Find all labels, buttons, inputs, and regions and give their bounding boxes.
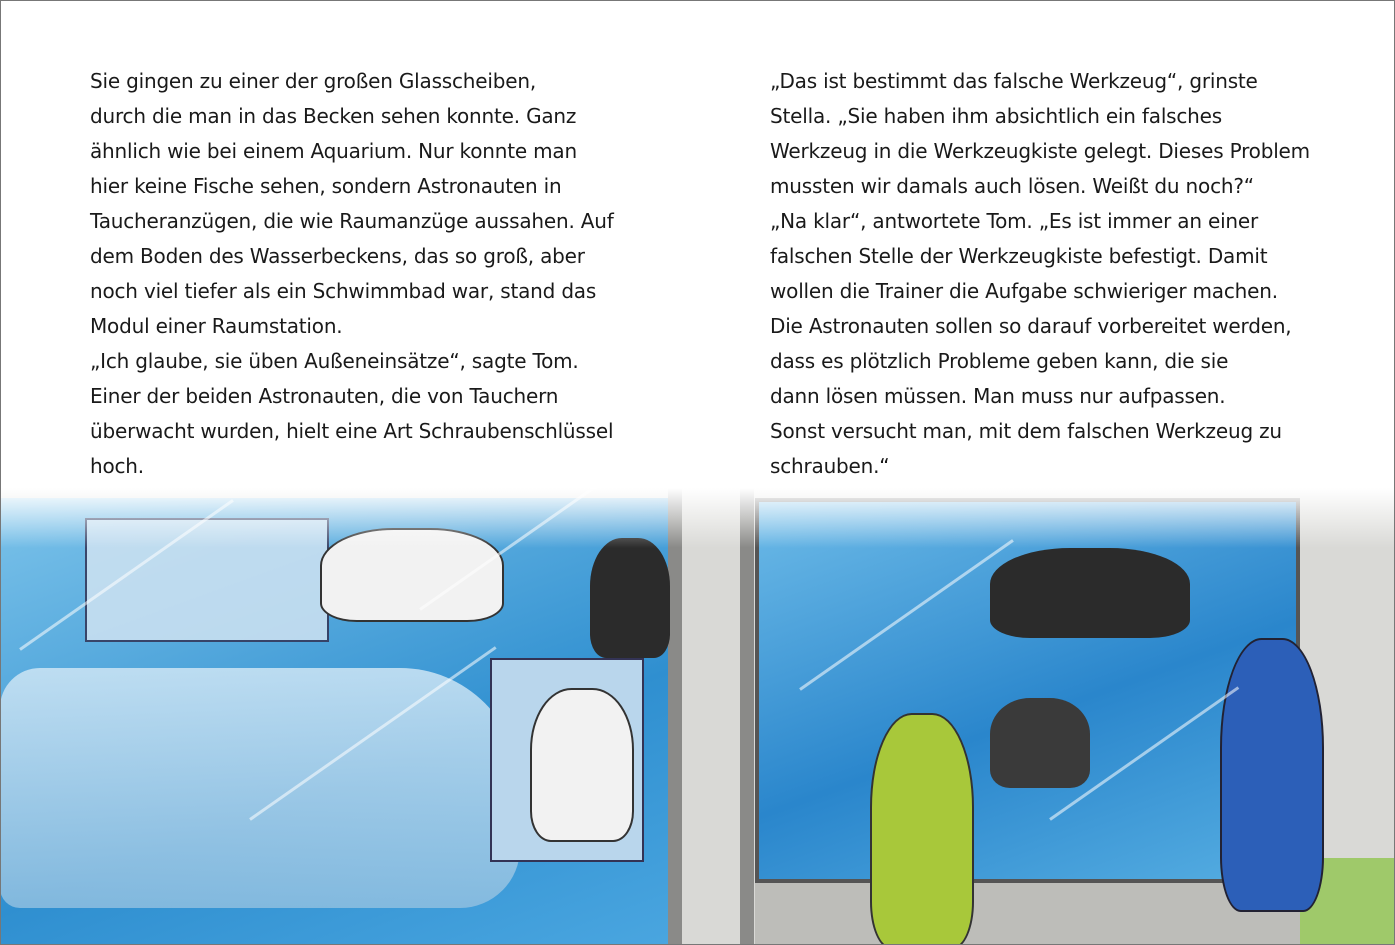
astronaut-with-wrench (530, 688, 634, 842)
text-line: wollen die Trainer die Aufgabe schwieriger machen. (770, 279, 1278, 303)
tom-character (1220, 638, 1324, 912)
text-line: „Ich glaube, sie üben Außeneinsätze“, sagte Tom. (90, 349, 579, 373)
text-line: Werkzeug in die Werkzeugkiste gelegt. Dieses Problem (770, 139, 1310, 163)
text-line: Die Astronauten sollen so darauf vorbereitet werden, (770, 314, 1292, 338)
text-line: falschen Stelle der Werkzeugkiste befestigt. Damit (770, 244, 1268, 268)
text-line: schrauben.“ (770, 454, 890, 478)
text-line: „Das ist bestimmt das falsche Werkzeug“, grinste (770, 69, 1258, 93)
text-line: noch viel tiefer als ein Schwimmbad war, stand das (90, 279, 597, 303)
text-line: dass es plötzlich Probleme geben kann, die sie (770, 349, 1229, 373)
text-line: hier keine Fische sehen, sondern Astronauten in (90, 174, 562, 198)
text-line: dann lösen müssen. Man muss nur aufpassen. (770, 384, 1226, 408)
text-line: Modul einer Raumstation. (90, 314, 343, 338)
stella-character (870, 713, 974, 945)
illustration-underwater-training (0, 488, 1395, 945)
text-line: durch die man in das Becken sehen konnte. Ganz (90, 104, 577, 128)
text-line: mussten wir damals auch lösen. Weißt du noch?“ (770, 174, 1254, 198)
top-fade (0, 488, 1395, 548)
text-line: Sie gingen zu einer der großen Glasscheiben, (90, 69, 536, 93)
text-line: hoch. (90, 454, 144, 478)
diver-left (590, 538, 670, 658)
text-line: „Na klar“, antwortete Tom. „Es ist immer an einer (770, 209, 1259, 233)
text-line: Einer der beiden Astronauten, die von Tauchern (90, 384, 559, 408)
window-frame (668, 488, 682, 945)
text-line: überwacht wurden, hielt eine Art Schraubenschlüssel (90, 419, 614, 443)
window-frame (740, 488, 754, 945)
text-line: Stella. „Sie haben ihm absichtlich ein falsches (770, 104, 1222, 128)
text-line: ähnlich wie bei einem Aquarium. Nur konnte man (90, 139, 577, 163)
floor-tiles (755, 883, 1300, 945)
text-line: Taucheranzügen, die wie Raumanzüge aussahen. Auf (90, 209, 614, 233)
text-line: dem Boden des Wasserbeckens, das so groß, aber (90, 244, 585, 268)
space-station-module (0, 668, 520, 908)
right-text-column (770, 64, 1310, 484)
robot-cat (990, 698, 1090, 788)
left-text-column (90, 64, 614, 484)
diver-right (990, 548, 1190, 638)
text-line: Sonst versucht man, mit dem falschen Werkzeug zu (770, 419, 1282, 443)
